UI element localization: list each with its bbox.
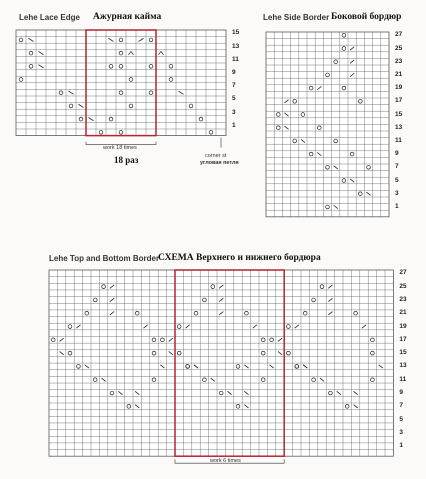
side-row-number: 11 — [395, 136, 402, 144]
tb-row-number: 7 — [399, 402, 404, 410]
top-bottom-title-ru: СХЕМА Верхнего и нижнего бордюра — [158, 253, 321, 263]
side-row-number: 25 — [395, 44, 403, 52]
tb-row-number: 17 — [399, 335, 407, 343]
side-row-number: 7 — [395, 163, 399, 171]
tb-row-number: 25 — [399, 282, 407, 290]
lace-row-number: 15 — [232, 29, 240, 37]
side-row-number: 9 — [395, 150, 399, 158]
side-border-title-en: Lehe Side Border — [263, 13, 330, 22]
tb-row-number: 15 — [399, 349, 407, 357]
tb-row-number: 21 — [399, 309, 407, 317]
top-bottom-title-en: Lehe Top and Bottom Border — [49, 254, 160, 263]
side-row-number: 15 — [395, 110, 403, 118]
side-border-title-ru: Боковой бордюр — [331, 12, 402, 22]
side-row-number: 1 — [395, 202, 399, 210]
lace-row-number: 9 — [232, 68, 236, 76]
tb-row-number: 13 — [399, 362, 407, 370]
tb-row-number: 23 — [399, 295, 407, 303]
lace-edge-repeat-note: work 18 times — [103, 145, 137, 151]
side-row-number: 3 — [395, 189, 399, 197]
lace-row-number: 11 — [232, 55, 239, 63]
lace-row-number: 1 — [232, 121, 236, 129]
lace-row-number: 5 — [232, 95, 236, 103]
tb-row-number: 27 — [399, 269, 407, 277]
lace-row-number: 3 — [232, 108, 236, 116]
top-bottom-repeat-note: work 6 times — [210, 458, 241, 464]
side-row-number: 5 — [395, 176, 399, 184]
lace-row-number: 7 — [232, 82, 236, 90]
side-row-number: 23 — [395, 57, 403, 65]
tb-row-number: 11 — [399, 375, 407, 383]
tb-row-number: 9 — [399, 389, 404, 397]
lace-row-number: 13 — [232, 42, 240, 50]
tb-row-number: 1 — [399, 442, 404, 450]
side-row-number: 27 — [395, 31, 403, 39]
tb-row-number: 19 — [399, 322, 407, 330]
side-row-number: 21 — [395, 70, 403, 78]
tb-row-number: 3 — [399, 428, 404, 436]
lace-edge-repeat-note-ru: 18 раз — [114, 155, 139, 165]
side-row-number: 19 — [395, 84, 403, 92]
lace-edge-title-ru: Ажурная кайма — [93, 12, 162, 22]
side-row-number: 13 — [395, 123, 403, 131]
corner-note-ru: угловая петля — [200, 160, 239, 166]
tb-row-number: 5 — [399, 415, 404, 423]
side-row-number: 17 — [395, 97, 403, 105]
corner-note-en: corner st — [205, 153, 227, 159]
lace-edge-title-en: Lehe Lace Edge — [19, 13, 80, 22]
